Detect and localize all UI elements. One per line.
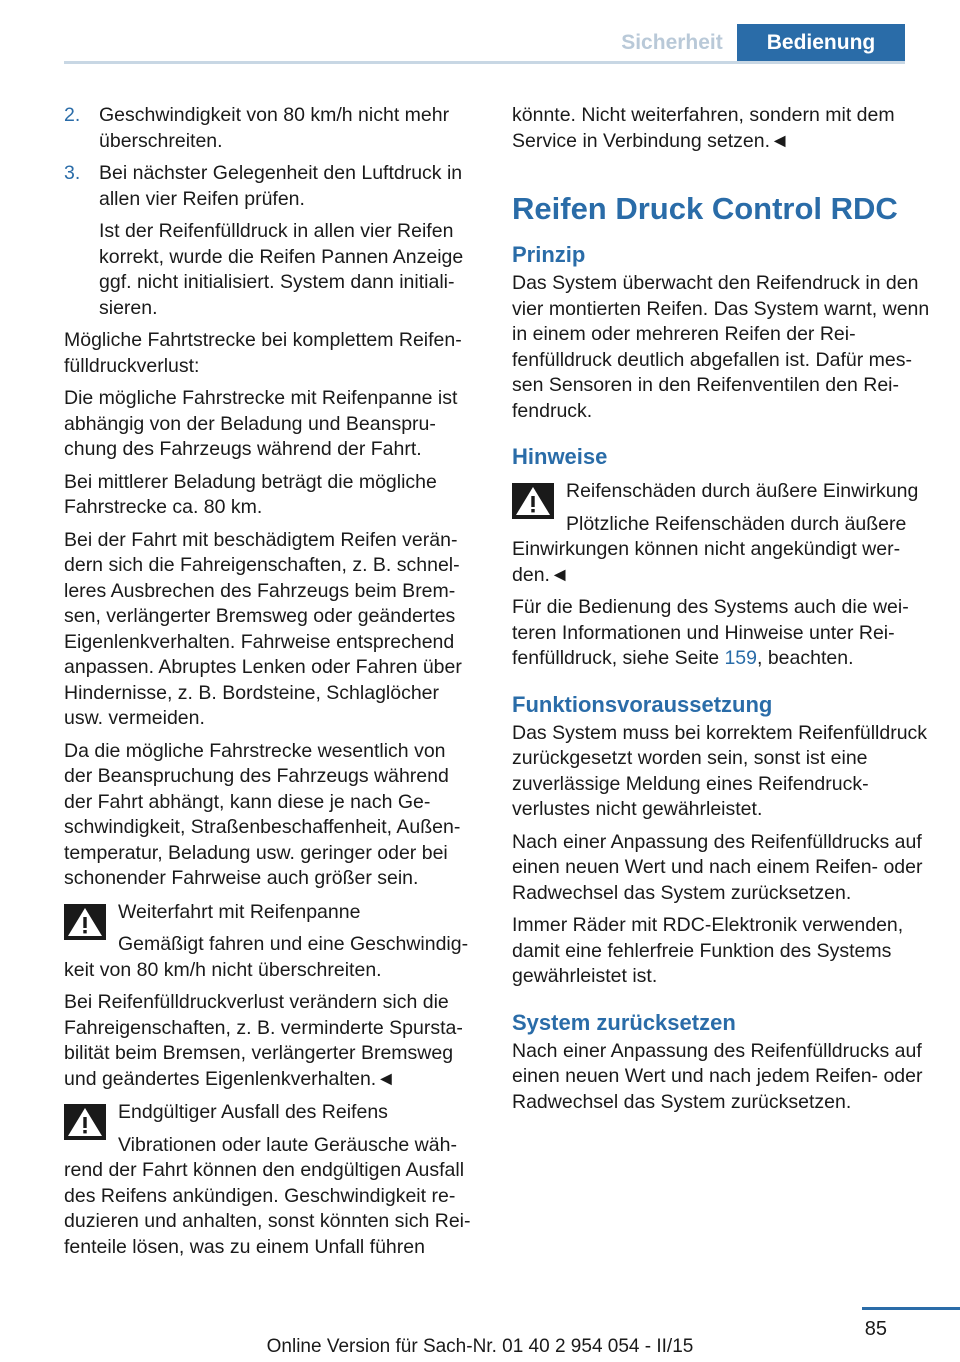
warning-text: Gemäßigt fahren und eine Geschwindigkeit von 80 km/h nicht überschreiten. [64, 933, 469, 981]
paragraph: könnte. Nicht weiterfahren, sondern mit dem Service in Verbindung setzen.◄ [512, 104, 895, 152]
paragraph: Bei Reifenfülldruckverlust verändern sich die Fahreigenschaften, z. B. verminderte Spurstabilität beim Bremsen, verlängerter Bremsweg und geändertes Eigenlenkverhalten.◄ [64, 991, 463, 1090]
paragraph: Bei der Fahrt mit beschädigtem Reifen verändern sich die Fahreigenschaften, z. B. schnelleres Ausbrechen des Fahrzeugs beim Bremsen, verlängerter Bremsweg oder geändertes Eigenlenkverhalten. Fahrweise entsprechend anpassen. Abruptes Lenken oder Fahren über Hindernisse, z. B. Bordsteine, Schlaglöcher usw. vermeiden. [64, 528, 462, 729]
online-version-footer: Online Version für Sach-Nr. 01 40 2 954 054 - II/15 [266, 1336, 694, 1357]
paragraph: Nach einer Anpassung des Reifenfülldrucks auf einen neuen Wert und nach einem Reifen- oder Radwechsel das System zurücksetzen. [512, 830, 923, 904]
list-number: 2. [64, 104, 81, 126]
warning-note [64, 900, 478, 984]
list-number: 3. [64, 162, 81, 184]
tab-bedienung[interactable]: Bedienung [737, 24, 905, 62]
warning-title: Weiterfahrt mit Reifenpanne [118, 900, 361, 923]
warning-title: Endgültiger Ausfall des Reifens [118, 1101, 388, 1123]
list-text: Geschwindigkeit von 80 km/h nicht mehr überschreiten. [99, 104, 450, 152]
list-item-2 [64, 103, 478, 154]
paragraph: Da die mögliche Fahrstrecke wesentlich von der Beanspruchung des Fahrzeugs während der Fahrt abhängt, kann diese je nach Geschwindigkeit, Straßenbeschaffenheit, Außentemperatur, Beladung usw. geringer oder bei schonender Fahrweise auch größer sein. [64, 739, 461, 889]
list-note: Ist der Reifenfülldruck in allen vier Reifen korrekt, wurde die Reifen Pannen Anzeige ggf. nicht initialisiert. System dann initialisieren. [99, 220, 464, 319]
tab-sicherheit[interactable]: Sicherheit [621, 31, 723, 54]
header-divider [64, 61, 905, 64]
warning-triangle-icon [64, 904, 106, 940]
paragraph: Mögliche Fahrtstrecke bei komplettem Reifenfülldruckverlust: [64, 329, 462, 377]
paragraph: Das System muss bei korrektem Reifenfülldruck zurückgesetzt worden sein, sonst ist eine zuverlässige Meldung eines Reifendruckverlustes nicht gewährleistet. [512, 721, 928, 820]
warning-text: Vibrationen oder laute Geräusche während der Fahrt können den endgültigen Ausfall des Reifens ankündigen. Geschwindigkeit reduzieren und anhalten, sonst könnten sich Reifenteile lösen, was zu einem Unfall führen [64, 1133, 471, 1258]
footer-divider [862, 1307, 960, 1310]
subsection-title-funktionsvoraussetzung: Funktionsvoraussetzung [512, 691, 773, 717]
paragraph-text: , beachten. [757, 647, 854, 669]
right-column [512, 103, 932, 1122]
warning-text: Plötzliche Reifenschäden durch äußere Einwirkungen können nicht angekündigt werden.◄ [512, 512, 907, 586]
page-number: 85 [864, 1318, 887, 1340]
paragraph: Das System überwacht den Reifendruck in den vier montierten Reifen. Das System warnt, wenn in einem oder mehreren Reifen der Reifenfülldruck deutlich abgefallen ist. Dafür messen Sensoren in den Reifenventilen den Reifendruck. [512, 272, 930, 422]
warning-note [512, 479, 932, 588]
list-item-3 [64, 161, 478, 212]
paragraph: Nach einer Anpassung des Reifenfülldrucks auf einen neuen Wert und nach jedem Reifen- oder Radwechsel das System zurücksetzen. [512, 1039, 923, 1113]
warning-triangle-icon [64, 1104, 106, 1140]
left-column [64, 103, 478, 1267]
paragraph: Bei mittlerer Beladung beträgt die mögliche Fahrstrecke ca. 80 km. [64, 470, 437, 518]
section-title: Reifen Druck Control RDC [512, 191, 898, 226]
paragraph: Die mögliche Fahrstrecke mit Reifenpanne ist abhängig von der Beladung und Beanspruchung des Fahrzeugs während der Fahrt. [64, 387, 458, 460]
chapter-tabs [607, 24, 905, 62]
subsection-title-prinzip: Prinzip [512, 242, 586, 267]
subsection-title-system-zuruecksetzen: System zurücksetzen [512, 1009, 736, 1035]
paragraph [512, 595, 932, 672]
paragraph: Immer Räder mit RDC-Elektronik verwenden, damit eine fehlerfreie Funktion des Systems gewährleistet ist. [512, 914, 904, 987]
warning-title: Reifenschäden durch äußere Einwirkung [566, 480, 919, 502]
subsection-title-hinweise: Hinweise [512, 444, 608, 469]
warning-note [64, 1100, 478, 1260]
warning-triangle-icon [512, 483, 554, 519]
paragraph-text: Für die Bedienung des Systems auch die weiteren Informationen und Hinweise unter Reifenfülldruck, siehe Seite [512, 596, 909, 669]
list-text: Bei nächster Gelegenheit den Luftdruck in allen vier Reifen prüfen. [99, 162, 463, 210]
page-link[interactable]: 159 [724, 647, 757, 669]
